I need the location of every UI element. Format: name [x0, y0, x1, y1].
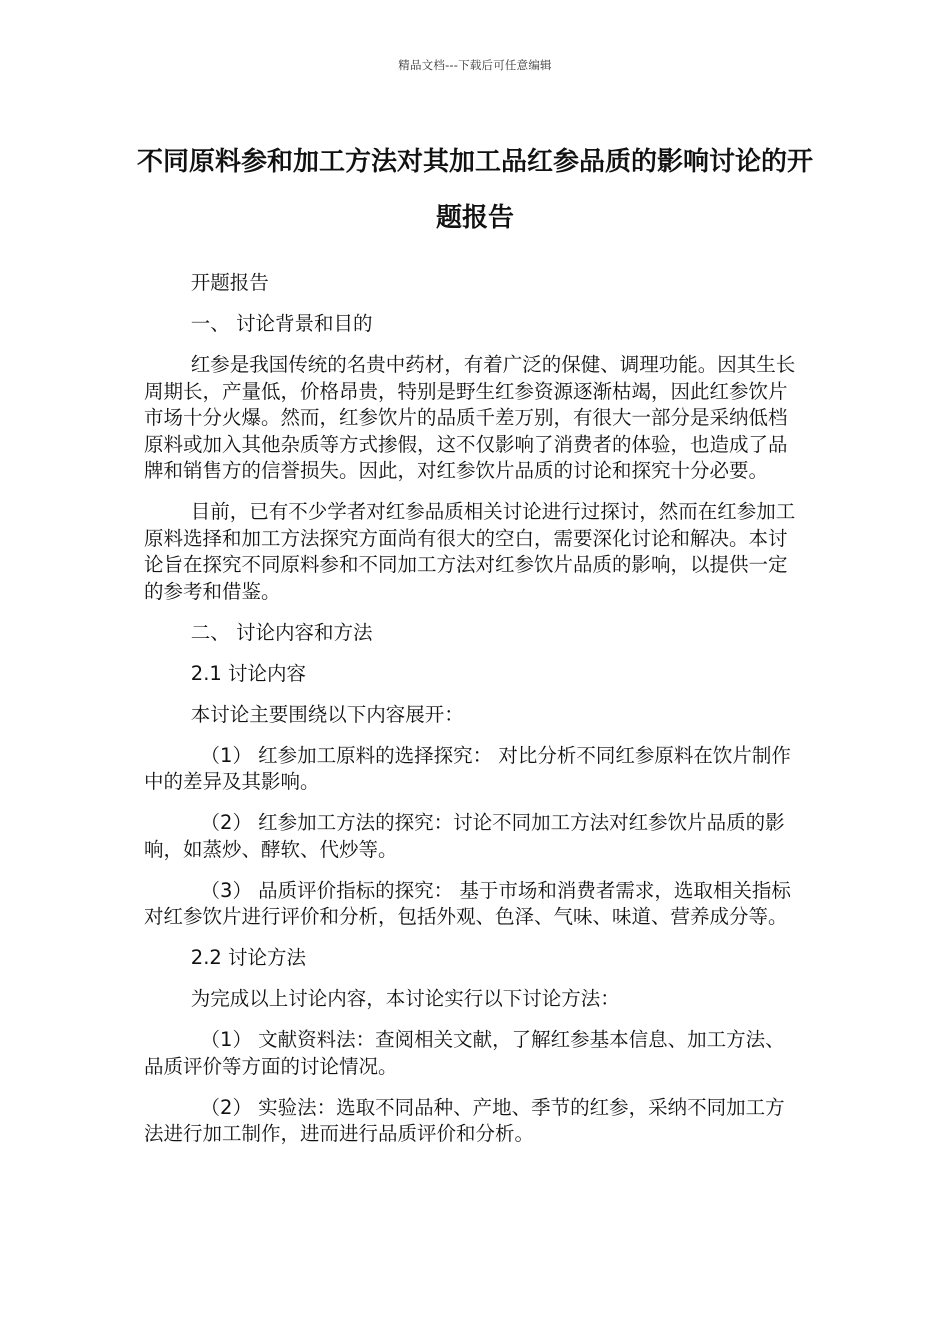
body-paragraph: 目前，已有不少学者对红参品质相关讨论进行过探讨，然而在红参加工原料选择和加工方法探究方面尚有很大的空白，需要深化讨论和解决。本讨论旨在探究不同原料参和不同加工方法对红参饮片品质的影响，以提供一定的参考和借鉴。 [144, 500, 796, 603]
section-label: 开题报告 [190, 271, 269, 294]
subsection-heading-content: 2.1 讨论内容 [190, 661, 307, 685]
document-title: 不同原料参和加工方法对其加工品红参品质的影响讨论的开题报告 [136, 147, 813, 233]
list-item: （2） 实验法：选取不同品种、产地、季节的红参，采纳不同加工方法进行加工制作，进而进行品质评价和分析。 [144, 1095, 785, 1145]
document-body [144, 270, 804, 1162]
body-paragraph: 红参是我国传统的名贵中药材，有着广泛的保健、调理功能。因其生长周期长，产量低，价格昂贵，特别是野生红参资源逐渐枯竭，因此红参饮片市场十分火爆。然而，红参饮片的品质千差万别，有很大一部分是采纳低档原料或加入其他杂质等方式掺假，这不仅影响了消费者的体验，也造成了品牌和销售方的信誉损失。因此，对红参饮片品质的讨论和探究十分必要。 [144, 353, 796, 482]
list-item: （1） 红参加工原料的选择探究： 对比分析不同红参原料在饮片制作中的差异及其影响。 [144, 743, 791, 793]
body-paragraph: 本讨论主要围绕以下内容展开： [190, 702, 464, 726]
header-note: 精品文档---下载后可任意编辑 [398, 58, 552, 72]
body-paragraph: 为完成以上讨论内容，本讨论实行以下讨论方法： [190, 987, 620, 1010]
list-item: （2） 红参加工方法的探究：讨论不同加工方法对红参饮片品质的影响，如蒸炒、酵软、代炒等。 [144, 811, 785, 861]
subsection-heading-method: 2.2 讨论方法 [190, 946, 307, 969]
section-heading-content-method: 二、 讨论内容和方法 [190, 620, 373, 644]
section-heading-background: 一、 讨论背景和目的 [190, 312, 373, 335]
list-item: （1） 文献资料法：查阅相关文献，了解红参基本信息、加工方法、品质评价等方面的讨论情况。 [144, 1028, 785, 1078]
list-item: （3） 品质评价指标的探究： 基于市场和消费者需求，选取相关指标对红参饮片进行评价和分析，包括外观、色泽、气味、味道、营养成分等。 [144, 878, 791, 928]
